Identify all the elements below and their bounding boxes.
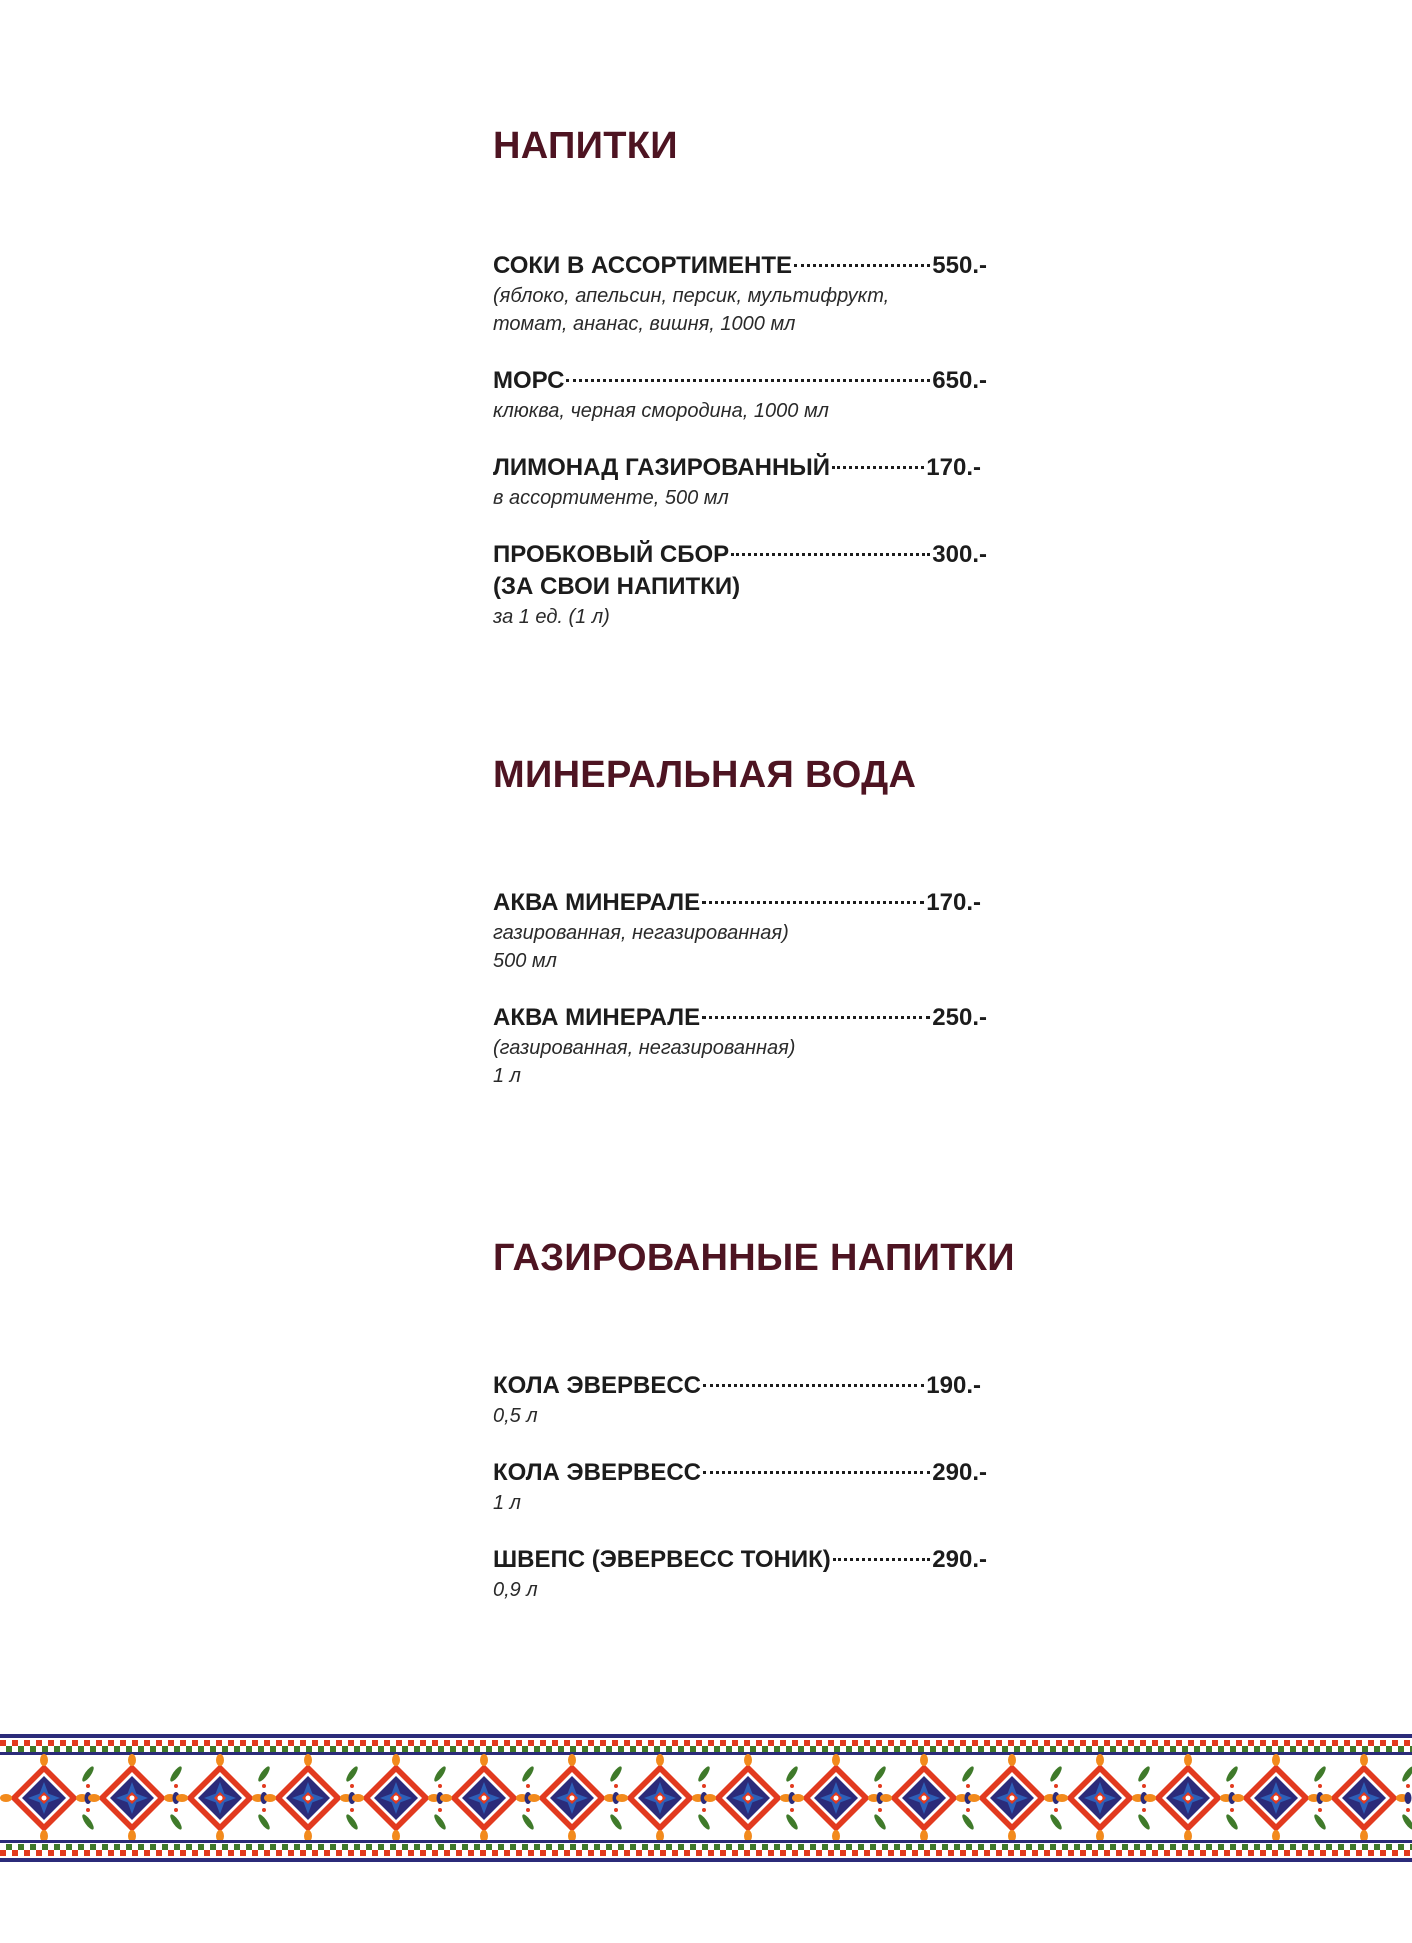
menu-item-line — [493, 365, 987, 397]
menu-item-line — [493, 1002, 987, 1034]
menu-item-description: (яблоко, апельсин, персик, мультифрукт, — [493, 285, 890, 307]
menu-item-line — [493, 452, 981, 484]
menu-item-line — [493, 539, 987, 571]
menu-item-description: 500 мл — [493, 950, 557, 972]
menu-item-price: 650.- — [932, 367, 987, 394]
menu-item-price: 290.- — [932, 1459, 987, 1486]
section-title-drinks: НАПИТКИ — [493, 125, 678, 167]
menu-item — [493, 250, 987, 338]
menu-item-name: АКВА МИНЕРАЛЕ — [493, 889, 701, 916]
menu-item — [493, 1544, 987, 1604]
menu-item-description: (газированная, негазированная) — [493, 1037, 796, 1059]
dot-leader — [731, 553, 930, 556]
menu-item-description: за 1 ед. (1 л) — [493, 606, 610, 628]
menu-item-name-continuation: (ЗА СВОИ НАПИТКИ) — [493, 573, 741, 600]
menu-item-description: клюква, черная смородина, 1000 мл — [493, 400, 829, 422]
menu-item-description: в ассортименте, 500 мл — [493, 487, 729, 509]
menu-item-price: 170.- — [926, 889, 981, 916]
menu-item-price: 300.- — [932, 541, 987, 568]
menu-item-name: ПРОБКОВЫЙ СБОР — [493, 541, 730, 568]
dot-leader — [794, 264, 930, 267]
menu-item-description: 1 л — [493, 1492, 521, 1514]
menu-item-description: 1 л — [493, 1065, 521, 1087]
menu-item-name: КОЛА ЭВЕРВЕСС — [493, 1459, 701, 1486]
menu-item — [493, 365, 987, 425]
menu-item — [493, 1370, 987, 1430]
section-title-soft-drinks: ГАЗИРОВАННЫЕ НАПИТКИ — [493, 1237, 1015, 1279]
dot-leader — [566, 379, 930, 382]
dot-leader — [703, 1384, 924, 1387]
dot-leader — [833, 1558, 931, 1561]
menu-item-price: 550.- — [932, 252, 987, 279]
dot-leader — [702, 1016, 930, 1019]
menu-item-name: ЛИМОНАД ГАЗИРОВАННЫЙ — [493, 454, 831, 481]
section-title-mineral-water: МИНЕРАЛЬНАЯ ВОДА — [493, 754, 917, 796]
menu-item-line — [493, 887, 981, 919]
menu-item-description: 0,5 л — [493, 1405, 538, 1427]
folk-embroidery-ornament-icon — [0, 1734, 1412, 1862]
dot-leader — [832, 466, 924, 469]
menu-item-line — [493, 1544, 987, 1576]
menu-item-price: 250.- — [932, 1004, 987, 1031]
menu-item — [493, 887, 987, 975]
menu-item-description: томат, ананас, вишня, 1000 мл — [493, 313, 796, 335]
menu-item-line — [493, 250, 987, 282]
menu-item-price: 190.- — [926, 1372, 981, 1399]
menu-item-line — [493, 1370, 981, 1402]
dot-leader — [703, 1471, 930, 1474]
menu-item-price: 170.- — [926, 454, 981, 481]
menu-item-name: АКВА МИНЕРАЛЕ — [493, 1004, 701, 1031]
menu-item — [493, 539, 987, 631]
menu-item-price: 290.- — [932, 1546, 987, 1573]
menu-item-description: газированная, негазированная) — [493, 922, 789, 944]
menu-item-name: ШВЕПС (ЭВЕРВЕСС ТОНИК) — [493, 1546, 831, 1573]
menu-item-line — [493, 1457, 987, 1489]
menu-item — [493, 1002, 987, 1090]
menu-item-name: СОКИ В АССОРТИМЕНТЕ — [493, 252, 793, 279]
menu-item — [493, 452, 987, 512]
dot-leader — [702, 901, 924, 904]
menu-item-description: 0,9 л — [493, 1579, 538, 1601]
menu-item-name: МОРС — [493, 367, 565, 394]
menu-item-name: КОЛА ЭВЕРВЕСС — [493, 1372, 701, 1399]
menu-item — [493, 1457, 987, 1517]
